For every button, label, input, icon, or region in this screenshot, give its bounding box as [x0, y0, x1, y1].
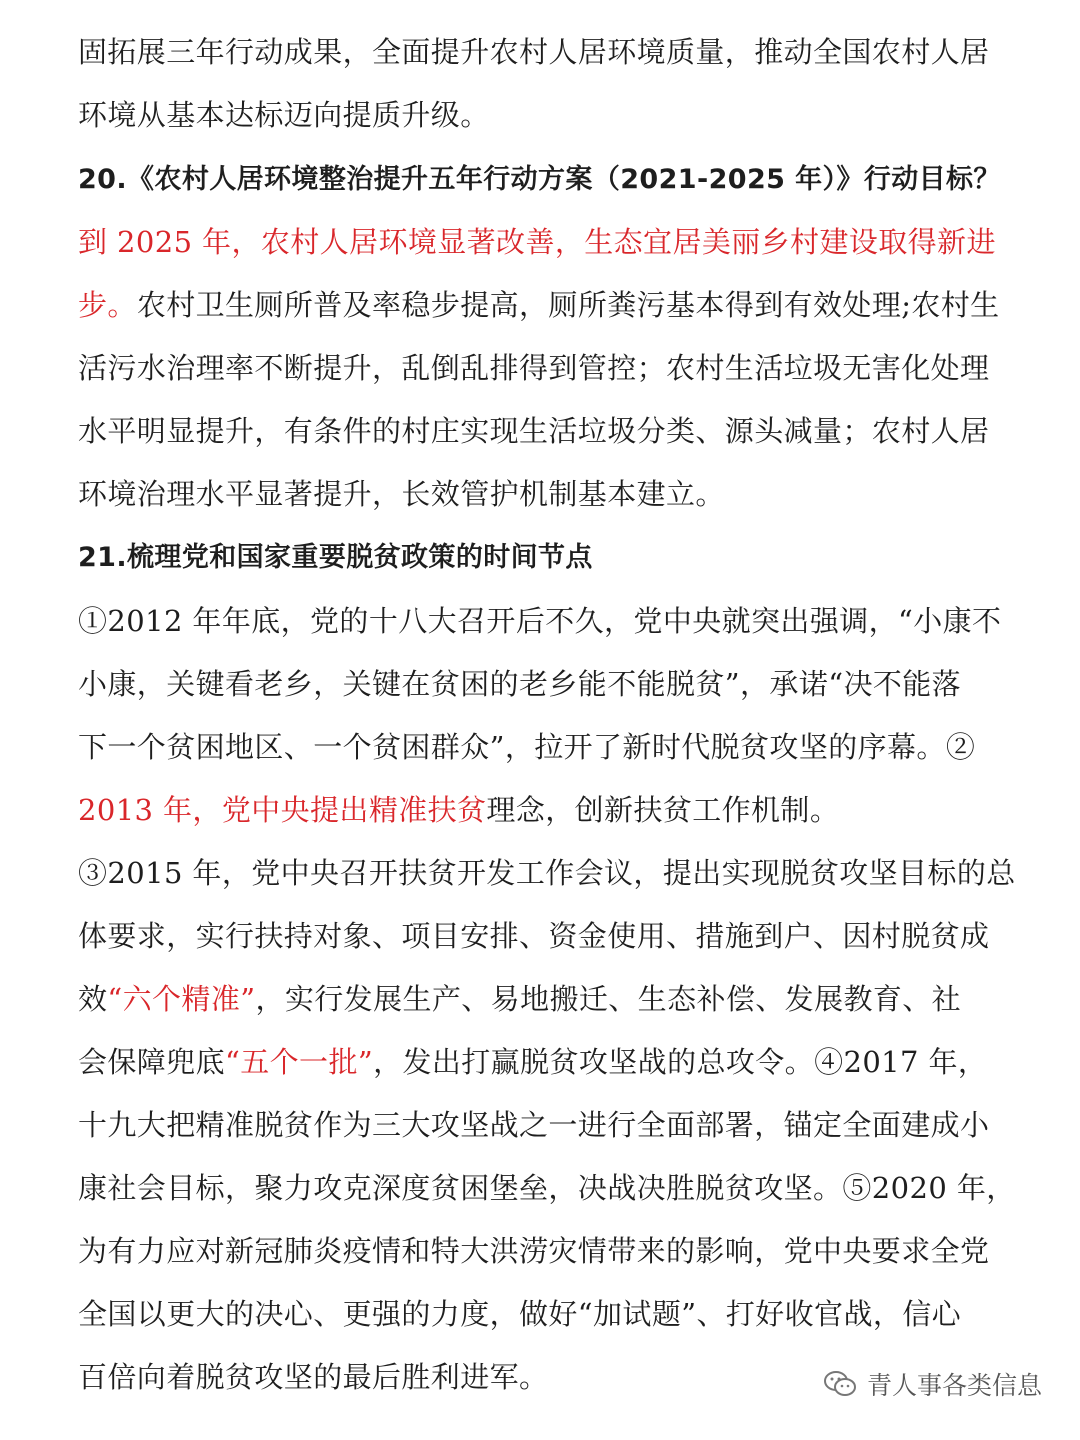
text-line: 环境从基本达标迈向提质升级。: [78, 98, 490, 132]
text-line: 环境治理水平显著提升，长效管护机制基本建立。: [78, 477, 725, 511]
text-line: 为有力应对新冠肺炎疫情和特大洪涝灾情带来的影响，党中央要求全党: [78, 1234, 990, 1268]
body-text: 农村卫生厕所普及率稳步提高，厕所粪污基本得到有效处理;农村生: [136, 288, 1000, 322]
text-line: ③2015 年，党中央召开扶贫开发工作会议，提出实现脱贫攻坚目标的总: [78, 856, 1016, 890]
text-line: 十九大把精准脱贫作为三大攻坚战之一进行全面部署，锚定全面建成小: [78, 1108, 990, 1142]
highlight-text: 2013 年，党中央提出精准扶贫: [78, 793, 487, 827]
highlight-text: “六个精准”: [107, 982, 256, 1016]
text-line: 水平明显提升，有条件的村庄实现生活垃圾分类、源头减量；农村人居: [78, 414, 990, 448]
body-text: 效: [78, 982, 108, 1016]
highlight-text: “五个一批”: [225, 1045, 374, 1079]
question-21-heading: 21.梳理党和国家重要脱贫政策的时间节点: [78, 542, 593, 573]
account-name: 青人事各类信息: [866, 1371, 1042, 1400]
text-line: 全国以更大的决心、更强的力度，做好“加试题”、打好收官战，信心: [78, 1297, 962, 1331]
text-line: 百倍向着脱贫攻坚的最后胜利进军。: [78, 1360, 549, 1394]
body-text: 理念，创新扶贫工作机制。: [486, 793, 840, 827]
text-line: 固拓展三年行动成果，全面提升农村人居环境质量，推动全国农村人居: [78, 35, 990, 69]
text-line: 下一个贫困地区、一个贫困群众”，拉开了新时代脱贫攻坚的序幕。②: [78, 730, 976, 764]
text-line: ①2012 年年底，党的十八大召开后不久，党中央就突出强调，“小康不: [78, 604, 1002, 638]
text-line: [78, 979, 961, 1019]
body-text: 会保障兜底: [78, 1045, 226, 1079]
highlight-text: 步。: [78, 288, 137, 322]
text-line: 康社会目标，聚力攻克深度贫困堡垒，决战决胜脱贫攻坚。⑤2020 年，: [78, 1171, 1016, 1205]
text-line: 活污水治理率不断提升，乱倒乱排得到管控；农村生活垃圾无害化处理: [78, 351, 990, 385]
text-line: [78, 1042, 987, 1082]
text-line: 体要求，实行扶持对象、项目安排、资金使用、措施到户、因村脱贫成: [78, 919, 990, 953]
text-line: [78, 285, 1000, 325]
text-line: [78, 790, 839, 830]
text-line-highlight: 到 2025 年，农村人居环境显著改善，生态宜居美丽乡村建设取得新进: [78, 225, 996, 259]
body-text: ，实行发展生产、易地搬迁、生态补偿、发展教育、社: [255, 982, 962, 1016]
text-line: 小康，关键看老乡，关键在贫困的老乡能不能脱贫”，承诺“决不能落: [78, 667, 962, 701]
account-watermark: [823, 1366, 1042, 1402]
question-20-heading: 20.《农村人居环境整治提升五年行动方案（2021-2025 年）》行动目标？: [78, 164, 1001, 195]
body-text: ，发出打赢脱贫攻坚战的总攻令。④2017 年，: [373, 1045, 988, 1079]
wechat-icon: [823, 1370, 857, 1398]
